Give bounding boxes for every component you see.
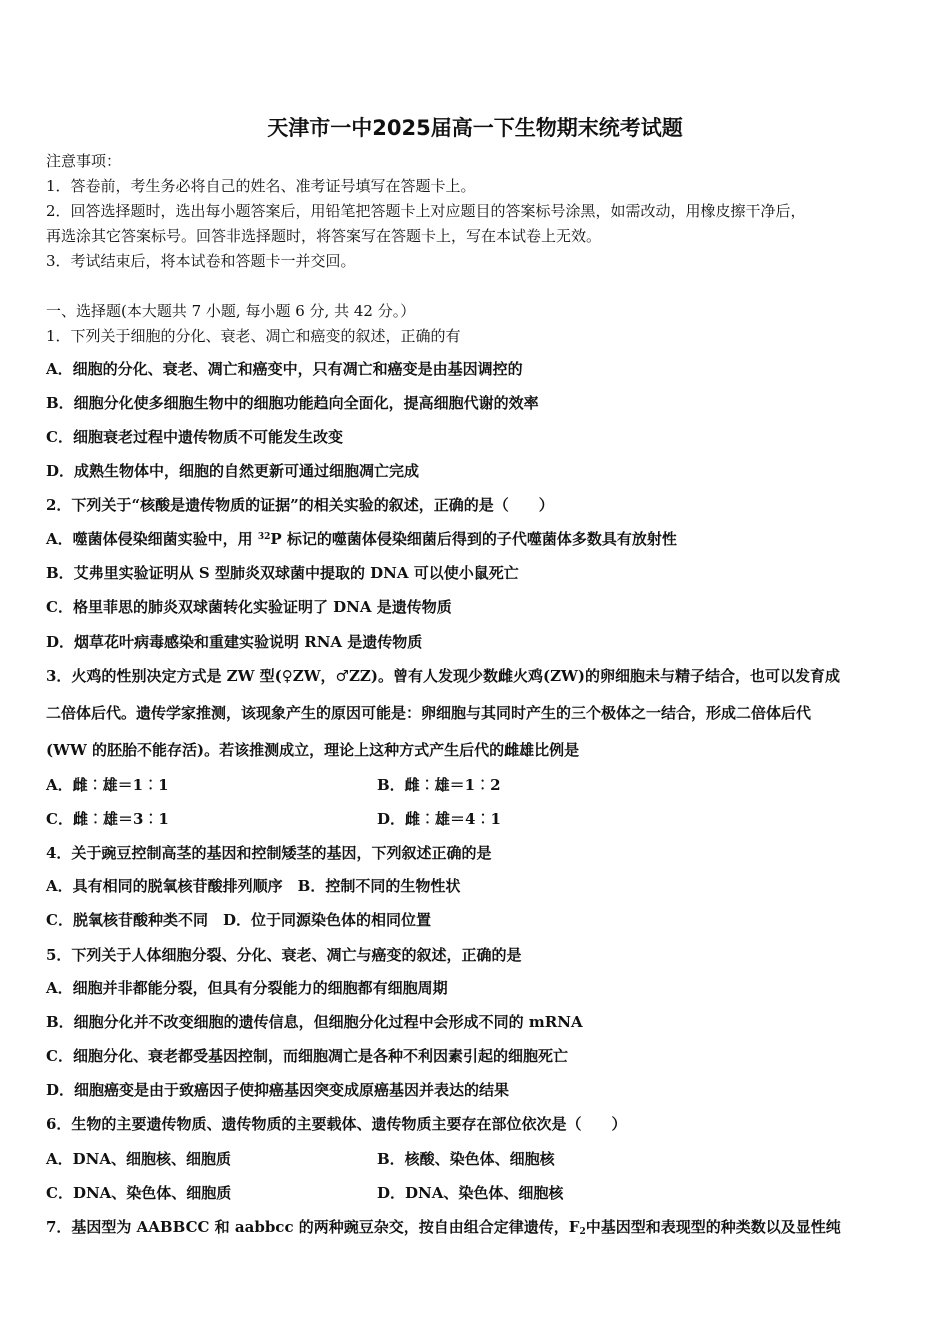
notice-item-2-cont: 再选涂其它答案标号。回答非选择题时，将答案写在答题卡上，写在本试卷上无效。 — [46, 227, 602, 245]
q2-option-a-post: P 标记的噬菌体侵染细菌后得到的子代噬菌体多数具有放射性 — [270, 530, 677, 548]
q7-stem-post: 中基因型和表现型的种类数以及显性纯 — [585, 1218, 841, 1236]
q3-stem-line-3: (WW 的胚胎不能存活)。若该推测成立，理论上这种方式产生后代的雌雄比例是 — [46, 741, 580, 759]
q3-option-c: C．雌︰雄＝3︰1 — [46, 810, 169, 828]
q6-option-c: C．DNA、染色体、细胞质 — [46, 1184, 232, 1202]
q6-option-d: D．DNA、染色体、细胞核 — [377, 1184, 564, 1202]
q3-stem-line-2: 二倍体后代。遗传学家推测，该现象产生的原因可能是：卵细胞与其同时产生的三个极体之一结合，形成二倍体后代 — [46, 704, 812, 722]
q3-option-a: A．雌︰雄＝1︰1 — [46, 776, 169, 794]
notice-heading: 注意事项： — [46, 152, 122, 170]
q5-option-c: C．细胞分化、衰老都受基因控制，而细胞凋亡是各种不利因素引起的细胞死亡 — [46, 1047, 568, 1065]
q4-stem: 4．关于豌豆控制高茎的基因和控制矮茎的基因，下列叙述正确的是 — [46, 844, 492, 862]
q3-option-b: B．雌︰雄＝1︰2 — [377, 776, 501, 794]
q5-option-a: A．细胞并非都能分裂，但具有分裂能力的细胞都有细胞周期 — [46, 979, 448, 997]
q7-stem-pre: 7．基因型为 AABBCC 和 aabbcc 的两种豌豆杂交，按自由组合定律遗传，F — [46, 1218, 580, 1236]
q4-options-ab: A．具有相同的脱氧核苷酸排列顺序 B．控制不同的生物性状 — [46, 877, 461, 895]
q2-option-c: C．格里菲思的肺炎双球菌转化实验证明了 DNA 是遗传物质 — [46, 598, 452, 616]
q1-option-a: A．细胞的分化、衰老、凋亡和癌变中，只有凋亡和癌变是由基因调控的 — [46, 360, 523, 378]
notice-item-3: 3．考试结束后，将本试卷和答题卡一并交回。 — [46, 252, 356, 270]
q2-option-a — [46, 529, 677, 549]
q2-option-b: B．艾弗里实验证明从 S 型肺炎双球菌中提取的 DNA 可以使小鼠死亡 — [46, 564, 519, 582]
q5-option-b: B．细胞分化并不改变细胞的遗传信息，但细胞分化过程中会形成不同的 mRNA — [46, 1013, 583, 1031]
section-heading: 一、选择题(本大题共 7 小题, 每小题 6 分, 共 42 分。） — [46, 302, 416, 320]
notice-item-1: 1．答卷前，考生务必将自己的姓名、准考证号填写在答题卡上。 — [46, 177, 476, 195]
q2-option-d: D．烟草花叶病毒感染和重建实验说明 RNA 是遗传物质 — [46, 633, 423, 651]
q1-option-d: D．成熟生物体中，细胞的自然更新可通过细胞凋亡完成 — [46, 462, 420, 480]
q3-stem-line-1: 3．火鸡的性别决定方式是 ZW 型(♀ZW，♂ZZ)。曾有人发现少数雌火鸡(ZW)的卵细胞未与精子结合，也可以发育成 — [46, 667, 840, 685]
q2-stem: 2．下列关于“核酸是遗传物质的证据”的相关实验的叙述，正确的是（ ） — [46, 496, 554, 514]
q1-option-c: C．细胞衰老过程中遗传物质不可能发生改变 — [46, 428, 343, 446]
q6-option-b: B．核酸、染色体、细胞核 — [377, 1150, 555, 1168]
q5-stem: 5．下列关于人体细胞分裂、分化、衰老、凋亡与癌变的叙述，正确的是 — [46, 946, 522, 964]
q1-option-b: B．细胞分化使多细胞生物中的细胞功能趋向全面化，提高细胞代谢的效率 — [46, 394, 539, 412]
q3-option-d: D．雌︰雄＝4︰1 — [377, 810, 501, 828]
q2-option-a-pre: A．噬菌体侵染细菌实验中，用 — [46, 530, 258, 548]
q5-option-d: D．细胞癌变是由于致癌因子使抑癌基因突变成原癌基因并表达的结果 — [46, 1081, 510, 1099]
q2-option-a-sup: 32 — [257, 532, 271, 542]
q1-stem: 1．下列关于细胞的分化、衰老、凋亡和癌变的叙述，正确的有 — [46, 327, 461, 345]
q6-stem: 6．生物的主要遗传物质、遗传物质的主要载体、遗传物质主要存在部位依次是（ ） — [46, 1115, 627, 1133]
q4-options-cd: C．脱氧核苷酸种类不同 D．位于同源染色体的相同位置 — [46, 911, 431, 929]
q7-stem — [46, 1217, 841, 1237]
q7-stem-sub: 2 — [579, 1227, 586, 1237]
page-title: 天津市一中2025届高一下生物期末统考试题 — [267, 116, 683, 140]
notice-item-2: 2．回答选择题时，选出每小题答案后，用铅笔把答题卡上对应题目的答案标号涂黑，如需改动，用橡皮擦干净后， — [46, 202, 806, 220]
q6-option-a: A．DNA、细胞核、细胞质 — [46, 1150, 231, 1168]
